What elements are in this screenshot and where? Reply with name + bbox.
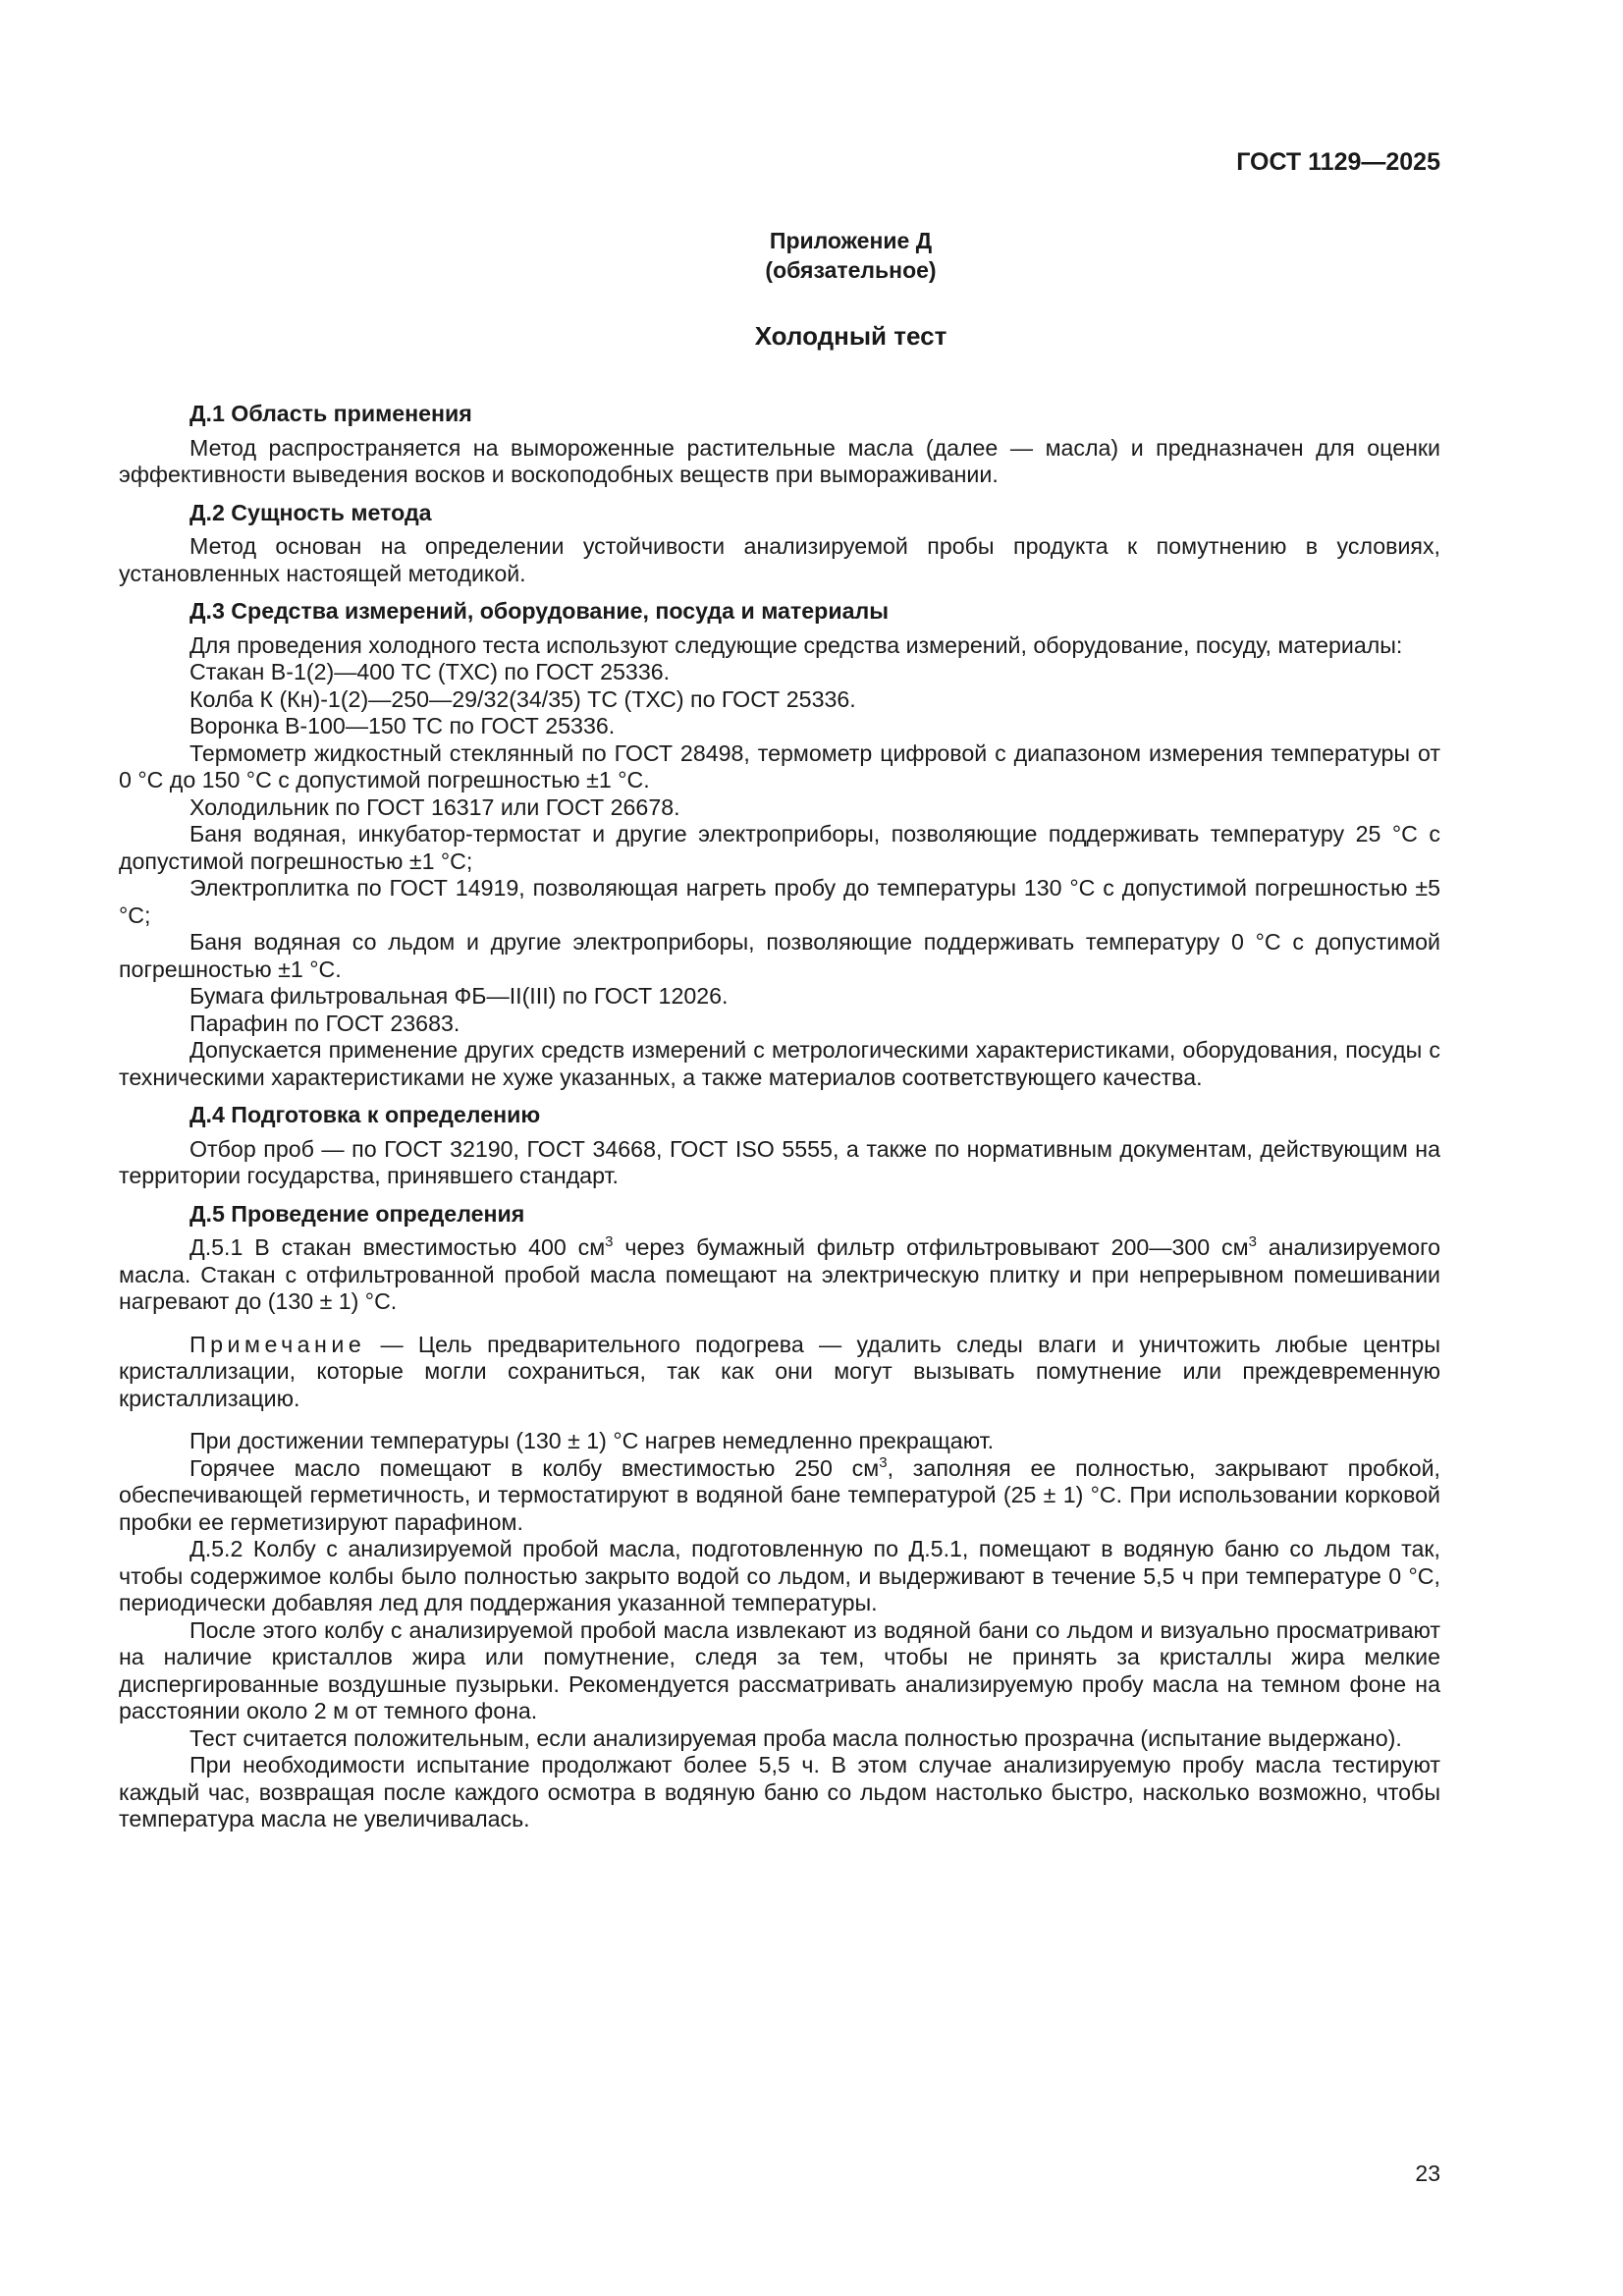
document-body (119, 401, 1440, 1833)
document-id: ГОСТ 1129—2025 (1236, 148, 1440, 176)
heading-d5: Д.5 Проведение определения (189, 1200, 525, 1227)
section-title: Холодный тест (754, 321, 947, 351)
d4-paragraph: Отбор проб — по ГОСТ 32190, ГОСТ 34668, ГОСТ ISO 5555, а также по нормативным документам, действующим на территории государства, принявшего стандарт. (119, 1135, 1440, 1188)
heading-d2: Д.2 Сущность метода (189, 499, 432, 525)
heading-d3: Д.3 Средства измерений, оборудование, посуда и материалы (189, 598, 890, 624)
heading-d4: Д.4 Подготовка к определению (189, 1102, 541, 1127)
note-label: Примечание (189, 1331, 366, 1357)
d3-item: Термометр жидкостный стеклянный по ГОСТ 28498, термометр цифровой с диапазоном измерения температуры от 0 °С до 150 °С с допустимой погрешностью ±1 °С. (119, 739, 1440, 793)
d3-item: Бумага фильтровальная ФБ—II(III) по ГОСТ 12026. (189, 983, 729, 1009)
d3-item: Баня водяная со льдом и другие электроприборы, позволяющие поддерживать температуру 0 °С с допустимой погрешностью ±1 °С. (119, 929, 1440, 982)
heading-d1: Д.1 Область применения (189, 401, 472, 426)
d3-item: Воронка В-100—150 ТС по ГОСТ 25336. (189, 713, 616, 738)
note (119, 1332, 1440, 1413)
d3-item: Колба К (Кн)-1(2)—250—29/32(34/35) ТС (ТХС) по ГОСТ 25336. (189, 685, 856, 712)
d3-item: Парафин по ГОСТ 23683. (189, 1010, 460, 1036)
d3-item: Баня водяная, инкубатор-термостат и другие электроприборы, позволяющие поддерживать температуру 25 °С с допустимой погрешностью ±1 °С; (119, 821, 1440, 874)
d3-item: Холодильник по ГОСТ 16317 или ГОСТ 26678. (189, 793, 680, 820)
d5-paragraph: При достижении температуры (130 ± 1) °С нагрев немедленно прекращают. (189, 1428, 995, 1453)
d2-paragraph: Метод основан на определении устойчивости анализируемой пробы продукта к помутнению в условиях, установленных настоящей методикой. (119, 533, 1440, 586)
d3-item: Электроплитка по ГОСТ 14919, позволяющая нагреть пробу до температуры 130 °С с допустимой погрешностью ±5 °С; (119, 875, 1440, 928)
note-text: — Цель предварительного подогрева — удалить следы влаги и уничтожить любые центры кристаллизации, которые могли сохраниться, так как они могут вызывать помутнение или преждевременную кристаллизацию. (119, 1331, 1440, 1411)
d3-item: Стакан В-1(2)—400 ТС (ТХС) по ГОСТ 25336. (189, 659, 671, 684)
appendix-status: (обязательное) (765, 257, 937, 283)
d5-paragraph: После этого колбу с анализируемой пробой масла извлекают из водяной бани со льдом и визуально просматривают на наличие кристаллов жира или помутнение, следя за тем, чтобы не принять за кристаллы жира мелкие диспергированные воздушные пузырьки. Рекомендуется рассматривать анализируемую пробу масла на темном фоне на расстоянии около 2 м от темного фона. (119, 1616, 1440, 1723)
d3-intro: Для проведения холодного теста используют следующие средства измерений, оборудование, посуду, материалы: (189, 631, 1403, 658)
d5-2-paragraph: Д.5.2 Колбу с анализируемой пробой масла, подготовленную по Д.5.1, помещают в водяную баню со льдом так, чтобы содержимое колбы было полностью закрыто водой со льдом, и выдерживают в течение 5,5 ч при температуре 0 °С, периодически добавляя лед для поддержания указанной температуры. (119, 1536, 1440, 1615)
d5-paragraph: При необходимости испытание продолжают более 5,5 ч. В этом случае анализируемую пробу масла тестируют каждый час, возвращая после каждого осмотра в водяную баню со льдом настолько быстро, насколько возможно, чтобы температура масла не увеличивалась. (119, 1752, 1440, 1831)
appendix-heading (137, 226, 1564, 285)
appendix-title: Приложение Д (769, 228, 933, 253)
d1-paragraph: Метод распространяется на вымороженные растительные масла (далее — масла) и предназначен для оценки эффективности выведения восков и воскоподобных веществ при вымораживании. (119, 434, 1440, 487)
d5-1-paragraph: Д.5.1 В стакан вместимостью 400 $см^3$ через бумажный фильтр отфильтровывают 200—300 $см^3$ анализируемого масла. Стакан с отфильтрованной пробой масла помещают на электрическую плитку и при непрерывном помешивании нагревают до (130 ± 1) °С. (119, 1233, 1440, 1314)
d3-item: Допускается применение других средств измерений с метрологическими характеристиками, оборудования, посуды с техническими характеристиками не хуже указанных, а также материалов соответствующего качества. (119, 1037, 1440, 1090)
d5-paragraph: Тест считается положительным, если анализируемая проба масла полностью прозрачна (испытание выдержано). (189, 1724, 1402, 1751)
page-number: 23 (1415, 2160, 1440, 2186)
d5-paragraph: Горячее масло помещают в колбу вместимостью 250 $см^3$, заполняя ее полностью, закрывают пробкой, обеспечивающей герметичность, и термостатируют в водяной бане температурой (25 ± 1) °С. При использовании корковой пробки ее герметизируют парафином. (119, 1453, 1440, 1535)
